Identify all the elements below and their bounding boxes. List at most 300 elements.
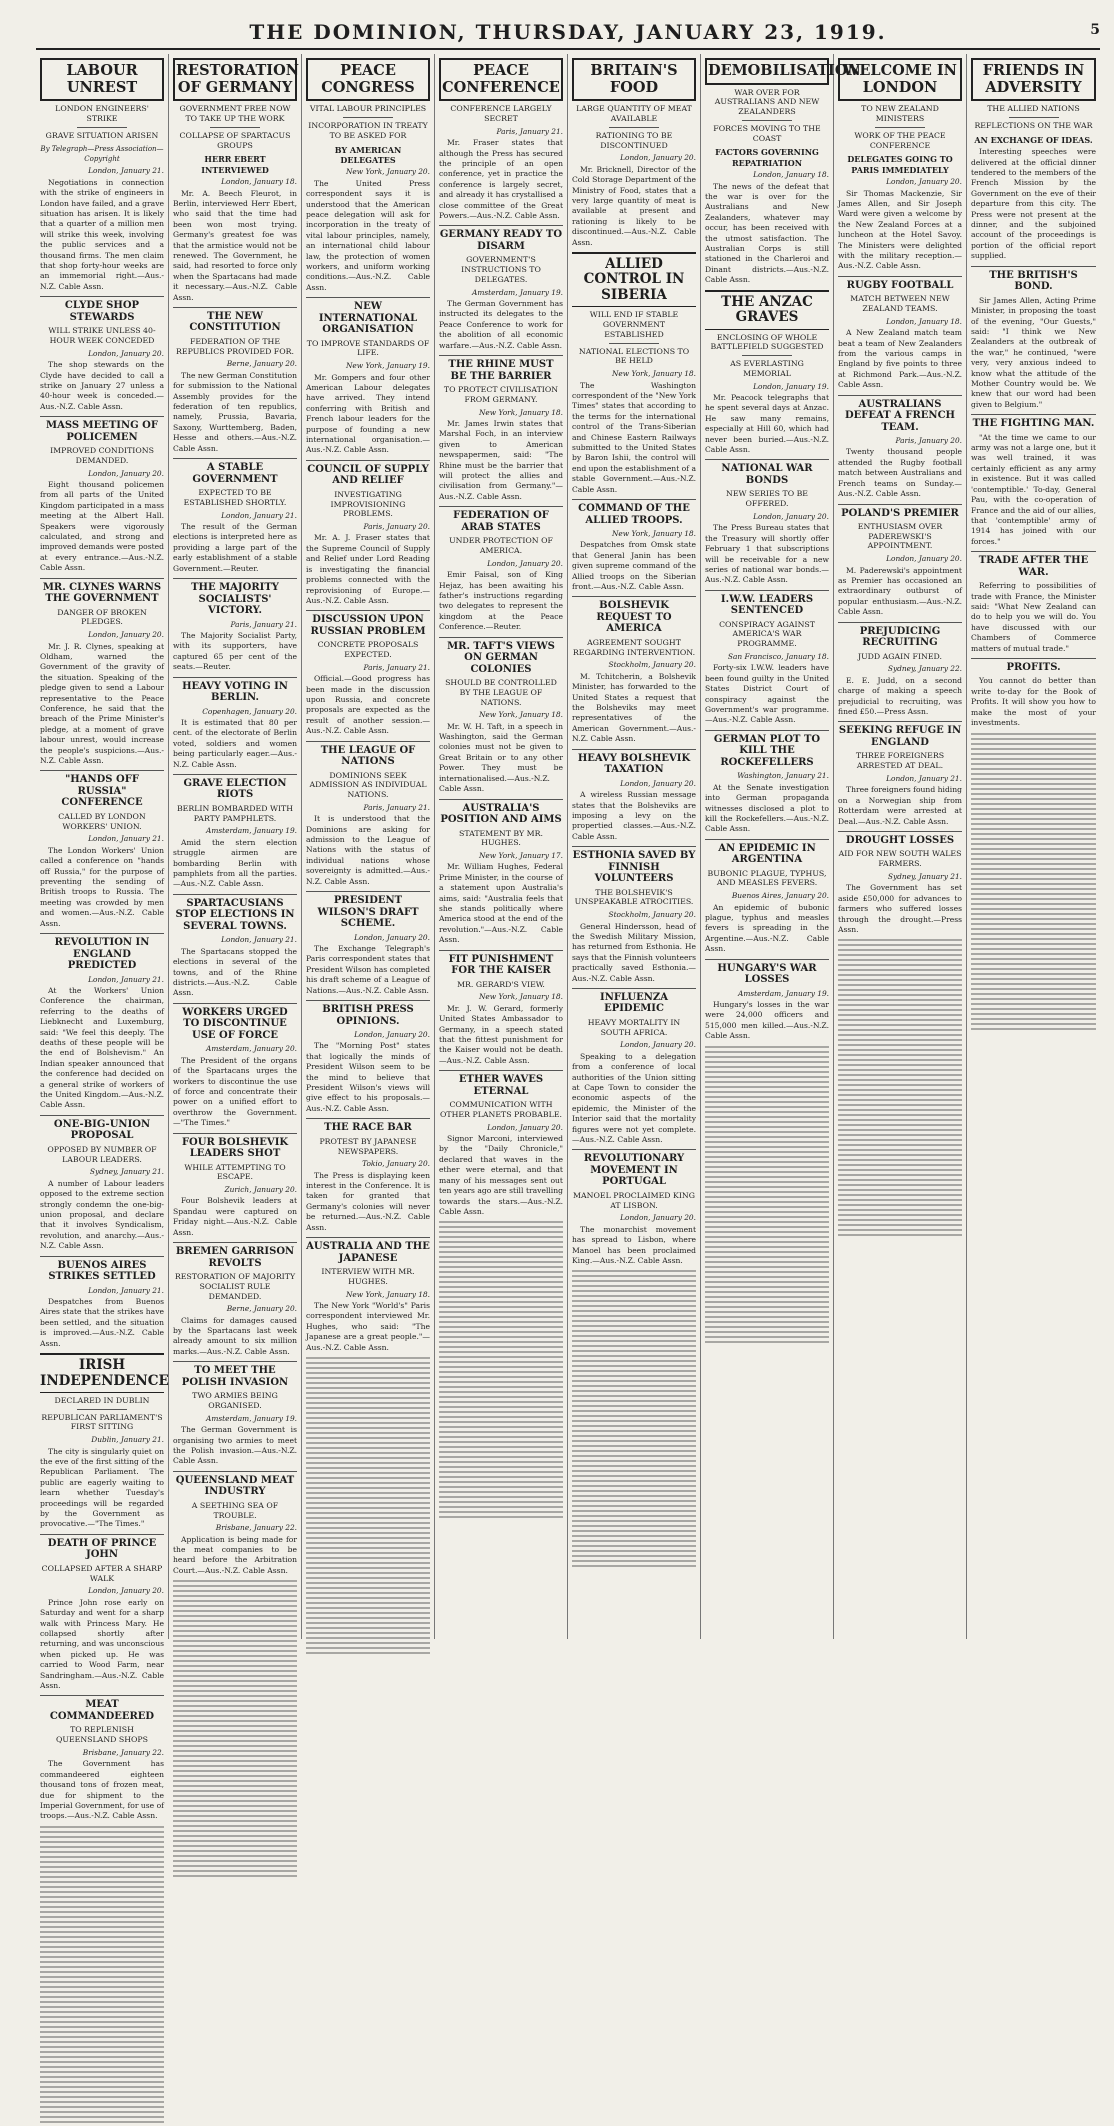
story-deck: TO PROTECT CIVILISATION FROM GERMANY.: [443, 385, 559, 404]
story-body: The German Government has instructed its delegates to the Peace Conference to work for the abolition of all economic warfare.—Aus.-N.Z. Cable Assn.: [439, 299, 563, 350]
story-deck: DANGER OF BROKEN PLEDGES.: [57, 607, 147, 627]
story-headline: MR. TAFT'S VIEWS ON GERMAN COLONIES: [439, 637, 563, 676]
story-subheading: HERR EBERT INTERVIEWED: [201, 154, 269, 175]
story-deck: THE BOLSHEVIK'S UNSPEAKABLE ATROCITIES.: [574, 887, 694, 907]
continued-text: [173, 1580, 297, 1880]
story-body: At the Workers' Union Conference the chairman, referring to the deaths of Liebknecht and Luxemburg, said: "We feel this deeply. The deaths of these people will be the end of Bolshevism." An Indian speaker announced that the conference had decided on a general strike of workers of the United Kingdom.—Aus.-N.Z. Cable Assn.: [40, 985, 164, 1110]
story-deck: MR. GERARD'S VIEW.: [457, 979, 545, 989]
story-headline: FEDERATION OF ARAB STATES: [439, 506, 563, 533]
story-deck: WHILE ATTEMPTING TO ESCAPE.: [184, 1162, 286, 1182]
story: [40, 578, 164, 767]
story-subdeck: AS EVERLASTING MEMORIAL: [730, 359, 804, 378]
story-dateline: Buenos Aires, January 20.: [731, 891, 829, 901]
story-body: Mr. J. W. Gerard, formerly United States Ambassador to Germany, in a speech stated that the fittest punishment for the Kaiser would not be death.—Aus.-N.Z. Cable Assn.: [439, 1003, 563, 1065]
story: [439, 799, 563, 946]
story-headline: PREJUDICING RECRUITING: [838, 622, 962, 649]
story-headline: ONE-BIG-UNION PROPOSAL: [40, 1115, 164, 1142]
story-dateline: London, January 20.: [620, 1213, 696, 1223]
story: [572, 252, 696, 495]
story-headline: NEW INTERNATIONAL ORGANISATION: [306, 297, 430, 336]
story-dateline: London, January 20.: [620, 153, 696, 163]
masthead: [36, 20, 1100, 50]
story-dateline: Paris, January 21.: [496, 126, 563, 136]
story-headline: THE ANZAC GRAVES: [705, 290, 829, 330]
story-body: The German Government is organising two armies to meet the Polish invasion.—Aus.-N.Z. Cable Assn.: [173, 1425, 297, 1466]
story-body: The monarchist movement has spread to Lisbon, where Manoel has been proclaimed King.—Aus.-N.Z. Cable Assn.: [572, 1224, 696, 1266]
story: [705, 839, 829, 955]
story-dateline: New York, January 18.: [611, 369, 696, 379]
story-headline: HUNGARY'S WAR LOSSES: [705, 959, 829, 986]
news-column: [568, 54, 701, 1639]
story: [40, 933, 164, 1111]
story-deck: MANOEL PROCLAIMED KING AT LISBON.: [573, 1190, 695, 1210]
story-body: General Hindersson, head of the Swedish Military Mission, has returned from Esthonia. He says that the Finnish volunteers practically saved Esthonia.—Aus.-N.Z. Cable Assn.: [572, 921, 696, 983]
story-deck: TO NEW ZEALAND MINISTERS: [861, 104, 939, 124]
continued-text: [838, 939, 962, 1239]
story-deck: WILL END IF STABLE GOVERNMENT ESTABLISHED: [589, 310, 679, 339]
story: [306, 741, 430, 887]
story-subheading: AN EXCHANGE OF IDEAS.: [974, 134, 1093, 145]
story: [838, 276, 962, 391]
story: [971, 551, 1096, 654]
story-body: The London Workers' Union called a conference on "hands off Russia," for the purpose of preventing the sending of British troops to Russia. The meeting was crowded by men and women.—Aus.-N.Z. Cable Assn.: [40, 845, 164, 928]
story-body: M. Paderewski's appointment as Premier has occasioned an extraordinary outburst of popular enthusiasm.—Aus.-N.Z. Cable Assn.: [838, 565, 962, 617]
news-column: [302, 54, 435, 1639]
news-column: [435, 54, 568, 1639]
story-dateline: Stockholm, January 20.: [608, 910, 696, 920]
story-body: The city is singularly quiet on the eve of the first sitting of the Republican Parliament. The public are eagerly waiting to learn whether Tuesday's proceedings will be regarded by the Government as provocative.—"The Times.": [40, 1446, 164, 1529]
story-body: Prince John rose early on Saturday and went for a sharp walk with Princess Mary. He collapsed shortly after returning, and was unconscious when picked up. He was carried to Wood Farm, near Sandringham.—Aus.-N.Z. Cable Assn.: [40, 1597, 164, 1690]
story-deck: AID FOR NEW SOUTH WALES FARMERS.: [838, 849, 962, 869]
story-dateline: Amsterdam, January 19.: [206, 826, 297, 836]
story-body: It is estimated that 80 per cent. of the electorate of Berlin voted, soldiers and women being particularly eager.—Aus.-N.Z. Cable Assn.: [173, 717, 297, 769]
continued-text: [306, 1357, 430, 1657]
story: [971, 266, 1096, 410]
story-deck: FEDERATION OF THE REPUBLICS PROVIDED FOR.: [176, 336, 294, 356]
story-dateline: Stockholm, January 20.: [608, 660, 696, 670]
story-deck: PROTEST BY JAPANESE NEWSPAPERS.: [319, 1136, 417, 1156]
story: [40, 416, 164, 574]
story-dateline: Paris, January 21.: [363, 802, 430, 812]
story: [173, 578, 297, 673]
story: [173, 1242, 297, 1357]
story: [40, 1695, 164, 1821]
story-deck: INVESTIGATING IMPROVISIONING PROBLEMS.: [330, 489, 406, 519]
story: [306, 460, 430, 606]
story-dateline: London, January 21.: [88, 166, 164, 176]
story-headline: THE FIGHTING MAN.: [971, 414, 1096, 430]
story-headline: HEAVY VOTING IN BERLIN.: [173, 677, 297, 704]
story-deck: OPPOSED BY NUMBER OF LABOUR LEADERS.: [47, 1144, 157, 1164]
story: [572, 596, 696, 744]
story-dateline: New York, January 17.: [478, 850, 563, 860]
story-body: The Exchange Telegraph's Paris correspondent states that President Wilson has completed his draft scheme of a League of Nations.—Aus.-N.Z. Cable Assn.: [306, 943, 430, 995]
story-subheading: BY AMERICAN DELEGATES: [334, 144, 402, 165]
story-headline: SEEKING REFUGE IN ENGLAND: [838, 721, 962, 748]
story-headline: "HANDS OFF RUSSIA" CONFERENCE: [40, 770, 164, 809]
story-dateline: London, January 21.: [221, 510, 297, 520]
story-body: Hungary's losses in the war were 24,000 officers and 515,000 men killed.—Aus.-N.Z. Cable Assn.: [705, 1000, 829, 1041]
divider-rule: [742, 355, 792, 356]
story: [705, 58, 861, 286]
story-subdeck: COLLAPSE OF SPARTACUS GROUPS: [179, 130, 291, 150]
story-headline: WORKERS URGED TO DISCONTINUE USE OF FORCE: [173, 1003, 297, 1042]
story: [306, 297, 430, 456]
story-dateline: New York, January 19.: [345, 361, 430, 371]
story: [439, 225, 563, 351]
divider-rule: [77, 1409, 127, 1410]
story-body: Referring to possibilities of trade with France, the Minister said: "What New Zealand can do to help you we will do. You have discussed with our Chambers of Commerce matters of mutual trade.": [971, 581, 1096, 653]
story-dateline: London, January 20.: [88, 348, 164, 358]
divider-rule: [1009, 117, 1059, 118]
story: [306, 610, 430, 736]
story-dateline: London, January 18.: [886, 316, 962, 326]
story: [173, 1003, 297, 1129]
story-headline: PROFITS.: [971, 658, 1096, 674]
story-body: Claims for damages caused by the Spartacans last week already amount to six million marks.—Aus.-N.Z. Cable Assn.: [173, 1315, 297, 1356]
story: [40, 58, 164, 292]
divider-rule: [875, 127, 925, 128]
story: [40, 1353, 169, 1530]
story-body: Mr. Bricknell, Director of the Cold Storage Department of the Ministry of Food, states that a very large quantity of meat is available at present and rationing is likely to be discontinued.—Aus.-N.Z. Cable Assn.: [572, 164, 696, 247]
story: [40, 1256, 164, 1349]
story-deck: BUBONIC PLAGUE, TYPHUS, AND MEASLES FEVERS.: [707, 868, 827, 888]
story-body: Mr. Peacock telegraphs that he spent several days at Anzac. He saw many remains, especially at Hill 60, which had never been buried.—Aus.-N.Z. Cable Assn.: [705, 393, 829, 455]
story-dateline: London, January 21.: [221, 935, 297, 945]
story-dateline: London, January 19.: [753, 381, 829, 391]
story-deck: THREE FOREIGNERS ARRESTED AT DEAL.: [855, 751, 945, 771]
story: [971, 658, 1096, 729]
story-body: The "Morning Post" states that logically the minds of President Wilson seem to be the mind to believe that President Wilson's views will give effect to his proposals.—Aus.-N.Z. Cable Assn.: [306, 1041, 430, 1113]
story-body: Mr. J. R. Clynes, speaking at Oldham, warned the Government of the gravity of the situation. Speaking of the pledge given to send a Labour representative to the Peace Conference, he said that the breach of the Prime Minister's pledge, at a moment of grave labour unrest, would increase the people's suspicions.—Aus.-N.Z. Cable Assn.: [40, 641, 164, 766]
story-subdeck: REFLECTIONS ON THE WAR: [974, 121, 1093, 131]
story: [572, 499, 696, 592]
story-body: The New York "World's" Paris correspondent interviewed Mr. Hughes, who said: "The Japanese are a great people."—Aus.-N.Z. Cable Assn.: [306, 1300, 430, 1352]
story-body: Interesting speeches were delivered at the official dinner tendered to the members of the French Mission by the Government on the eve of their departure from this city. The Press were not present at the dinner, and the subjoined account of the proceedings is portion of the official report supplied.: [971, 147, 1096, 261]
story-deck: SHOULD BE CONTROLLED BY THE LEAGUE OF NATIONS.: [445, 678, 557, 707]
story-body: At the Senate investigation into German propaganda witnesses disclosed a plot to kill the Rockefellers.—Aus.-N.Z. Cable Assn.: [705, 782, 829, 834]
story-body: Mr. James Irwin states that Marshal Foch, in an interview given to American newspapermen, said: "The Rhine must be the barrier that will protect the allies and civilisation from Germany."—Aus.-N.Z. Cable Assn.: [439, 418, 563, 501]
news-columns: [36, 54, 1100, 1821]
story: [705, 959, 829, 1042]
story-subdeck: INCORPORATION IN TREATY TO BE ASKED FOR: [308, 121, 428, 140]
story-deck: EXPECTED TO BE ESTABLISHED SHORTLY.: [183, 488, 287, 507]
story-deck: LARGE QUANTITY OF MEAT AVAILABLE: [576, 104, 692, 124]
story: [572, 988, 696, 1146]
story-headline: GERMANY READY TO DISARM: [439, 225, 563, 252]
story: [173, 677, 297, 770]
story-deck: CONSPIRACY AGAINST AMERICA'S WAR PROGRAMME.: [719, 619, 815, 649]
story-headline: TO MEET THE POLISH INVASION: [173, 1361, 297, 1388]
story-deck: INTERVIEW WITH MR. HUGHES.: [321, 1267, 415, 1286]
story-headline: AUSTRALIA'S POSITION AND AIMS: [439, 799, 563, 826]
story: [306, 891, 430, 996]
story-dateline: London, January 20.: [88, 1586, 164, 1596]
story-body: M. Tchitcherin, a Bolshevik Minister, has forwarded to the United States a request that the Bolsheviks may meet representatives of the American Government.—Aus.-N.Z. Cable Assn.: [572, 671, 696, 744]
story-deck: VITAL LABOUR PRINCIPLES: [309, 104, 427, 114]
story-deck: NEW SERIES TO BE OFFERED.: [726, 489, 808, 509]
story: [705, 290, 829, 456]
story-headline: BOLSHEVIK REQUEST TO AMERICA: [572, 596, 696, 635]
story-deck: TO REPLENISH QUEENSLAND SHOPS: [56, 1725, 148, 1745]
story-body: Speaking to a delegation from a conference of local authorities of the Union sitting at Cape Town to consider the economic aspects of the epidemic, the Minister of the Interior said that the mortality figures were not yet complete.—Aus.-N.Z. Cable Assn.: [572, 1051, 696, 1145]
story-dateline: London, January 21.: [88, 834, 164, 844]
story-body: You cannot do better than write to-day for the Book of Profits. It will show you how to make the most of your investments.: [971, 676, 1096, 728]
story-body: The Government has set aside £50,000 for advances to farmers who suffered losses through the drought.—Press Assn.: [838, 883, 962, 934]
story-deck: COLLAPSED AFTER A SHARP WALK: [41, 1563, 163, 1583]
divider-rule: [609, 127, 659, 128]
story-headline: DEMOBILISATION: [705, 58, 829, 85]
story-dateline: Berne, January 20.: [226, 1304, 297, 1314]
story-dateline: New York, January 18.: [478, 992, 563, 1002]
story-body: Mr. William Hughes, Federal Prime Minister, in the course of a statement upon Australia's aims, said: "Australia feels that she stands politically where America stood at the end of the revolution."—Aus.-N.Z. Cable Assn.: [439, 862, 563, 945]
story-body: Forty-six I.W.W. leaders have been found guilty in the United States District Court of conspiracy against the Government's war programme.—Aus.-N.Z. Cable Assn.: [705, 663, 829, 725]
story-headline: THE RHINE MUST BE THE BARRIER: [439, 355, 563, 382]
story-headline: MEAT COMMANDEERED: [40, 1695, 164, 1722]
story-headline: RUGBY FOOTBALL: [838, 276, 962, 292]
story-deck: GOVERNMENT FREE NOW TO TAKE UP THE WORK: [179, 104, 291, 124]
story-headline: REVOLUTION IN ENGLAND PREDICTED: [40, 933, 164, 972]
news-column: [36, 54, 169, 1821]
story: [971, 58, 1096, 262]
story-deck: DECLARED IN DUBLIN: [54, 1396, 150, 1406]
story-subdeck: REPUBLICAN PARLIAMENT'S FIRST SITTING: [41, 1412, 163, 1432]
story: [173, 1471, 297, 1577]
story-body: The result of the German elections is interpreted here as providing a large part of the early establishment of a stable Government.—Reuter.: [173, 521, 297, 573]
story: [838, 58, 962, 272]
story-deck: MATCH BETWEEN NEW ZEALAND TEAMS.: [850, 294, 950, 313]
divider-rule: [77, 127, 127, 128]
story-dateline: Paris, January 20.: [895, 436, 962, 446]
story-dateline: London, January 20.: [88, 468, 164, 478]
story-deck: GOVERNMENT'S INSTRUCTIONS TO DELEGATES.: [461, 255, 541, 284]
story-subdeck: RATIONING TO BE DISCONTINUED: [595, 130, 673, 150]
page-number: 5: [1090, 22, 1100, 38]
story: [439, 950, 563, 1067]
story-headline: POLAND'S PREMIER: [838, 504, 962, 520]
continued-text: [971, 733, 1096, 1033]
story-headline: IRISH INDEPENDENCE: [40, 1353, 164, 1393]
story-headline: BRITAIN'S FOOD: [572, 58, 696, 101]
story-deck: CONFERENCE LARGELY SECRET: [450, 104, 552, 124]
story-body: A number of Labour leaders opposed to the extreme section strongly condemn the one-big-union proposal, and declare that it involves Syndicalism, revolution, and anarchy.—Aus.-N.Z. Cable Assn.: [40, 1178, 164, 1251]
story-dateline: New York, January 20.: [345, 167, 430, 177]
story-headline: BUENOS AIRES STRIKES SETTLED: [40, 1256, 164, 1283]
story-dateline: London, January 18.: [753, 170, 829, 180]
story-deck: TO IMPROVE STANDARDS OF LIFE.: [306, 338, 430, 358]
story-headline: I.W.W. LEADERS SENTENCED: [705, 590, 829, 617]
story: [173, 1361, 297, 1467]
story-headline: HEAVY BOLSHEVIK TAXATION: [572, 749, 696, 776]
continued-text: [705, 1046, 829, 1346]
story-headline: SPARTACUSIANS STOP ELECTIONS IN SEVERAL TOWNS.: [173, 894, 297, 933]
story-dateline: London, January 20.: [354, 932, 430, 942]
story-deck: RESTORATION OF MAJORITY SOCIALIST RULE DEMANDED.: [174, 1272, 296, 1301]
story-headline: PEACE CONGRESS: [306, 58, 430, 101]
story-headline: THE BRITISH'S BOND.: [971, 266, 1096, 293]
story-body: The news of the defeat that the war is over for the Australians and New Zealanders, whatever may occur, has been received with the utmost satisfaction. The Australian Corps is still stationed in the Charleroi and Dinant districts.—Aus.-N.Z. Cable Assn.: [705, 181, 829, 285]
story-dateline: Zurich, January 20.: [224, 1185, 297, 1195]
story-dateline: Sydney, January 21.: [89, 1167, 164, 1177]
story-dateline: London, January 20.: [354, 1030, 430, 1040]
story-subdeck: FORCES MOVING TO THE COAST: [713, 123, 821, 143]
story-deck: CONCRETE PROPOSALS EXPECTED.: [317, 640, 419, 660]
story-deck: COMMUNICATION WITH OTHER PLANETS PROBABLE.: [440, 1100, 562, 1119]
story-body: Sir James Allen, Acting Prime Minister, in proposing the toast of the evening, "Our Guests," said: "I think we New Zealanders at the outbreak of the war," he continued, "were very, very anxious indeed to know what the attitude of the Mother Country would be. We knew that our word had been given to Belgium.": [971, 295, 1096, 409]
story-headline: ALLIED CONTROL IN SIBERIA: [572, 252, 696, 308]
story-dateline: London, January 20.: [487, 558, 563, 568]
story-body: The shop stewards on the Clyde have decided to call a strike on January 27 unless a 40-hour week is conceded.—Aus.-N.Z. Cable Assn.: [40, 360, 164, 411]
story-body: The President of the organs of the Spartacans urges the workers to discontinue the use of force and concentrate their power on a unified effort to overthrow the Government.—"The Times.": [173, 1055, 297, 1128]
story-headline: FRIENDS IN ADVERSITY: [971, 58, 1096, 101]
story: [439, 1070, 563, 1217]
story-dateline: Brisbane, January 22.: [215, 1523, 297, 1533]
story: [838, 831, 962, 935]
story: [40, 296, 164, 412]
story-dateline: London, January 20.: [886, 177, 962, 187]
story-headline: BRITISH PRESS OPINIONS.: [306, 1000, 430, 1027]
story-dateline: Paris, January 20.: [363, 522, 430, 532]
story: [838, 504, 962, 618]
story-body: Four Bolshevik leaders at Spandau were captured on Friday night.—Aus.-N.Z. Cable Assn.: [173, 1196, 297, 1237]
story-body: "At the time we came to our army was not a large one, but it was well trained, it was certainly efficient as any army in existence. But it was called 'contemptible.' To-day, General Pau, with the co-operation of France and the aid of our allies, that 'contemptible' army of 1914 has joined with our forces.": [971, 432, 1096, 546]
story-body: The Press is displaying keen interest in the Conference. It is taken for granted that Germany's colonies will never be returned.—Aus.-N.Z. Cable Assn.: [306, 1170, 430, 1232]
story-body: Sir Thomas Mackenzie, Sir James Allen, and Sir Joseph Ward were given a welcome by the New Zealand Forces at a luncheon at the Hotel Savoy. The Ministers were delighted with the military reception.—Aus.-N.Z. Cable Assn.: [838, 188, 962, 271]
story-body: The United Press correspondent says it is understood that the American peace delegation will ask for incorporation in the treaty of vital labour principles, namely, an international child labour law, the protection of women workers, and uniform working conditions.—Aus.-N.Z. Cable Assn.: [306, 178, 430, 292]
divider-rule: [609, 343, 659, 344]
story-headline: FIT PUNISHMENT FOR THE KAISER: [439, 950, 563, 977]
story-deck: DOMINIONS SEEK ADMISSION AS INDIVIDUAL NATIONS.: [309, 770, 427, 800]
story-dateline: Washington, January 21.: [737, 771, 829, 781]
story-dateline: Paris, January 21.: [363, 662, 430, 672]
story-dateline: London, January 20.: [487, 1122, 563, 1132]
story: [173, 307, 297, 454]
story-dateline: London, January 20.: [753, 511, 829, 521]
story-headline: A STABLE GOVERNMENT: [173, 458, 297, 485]
news-column: [834, 54, 967, 1639]
story: [439, 506, 563, 632]
story-body: Mr. A. Beech Fleurot, in Berlin, interviewed Herr Ebert, who said that the time had been won most trying. Germany's greatest foe was that the armistice would not be renewed. The Government, he said, had resorted to force only when the Spartacans had made it necessary.—Aus.-N.Z. Cable Assn.: [173, 188, 297, 302]
story-body: It is understood that the Dominions are asking for admission to the League of Nations with the status of individual nations whose sovereignty is admitted.—Aus.-N.Z. Cable Assn.: [306, 814, 430, 886]
story-headline: RESTORATION OF GERMANY: [173, 58, 297, 101]
story-subdeck: WORK OF THE PEACE CONFERENCE: [854, 130, 946, 150]
story-deck: STATEMENT BY MR. HUGHES.: [459, 828, 543, 848]
news-column: [169, 54, 302, 1639]
story: [572, 846, 696, 984]
story-dateline: London, January 20.: [620, 778, 696, 788]
story-headline: COMMAND OF THE ALLIED TROOPS.: [572, 499, 696, 526]
continued-text: [572, 1270, 696, 1570]
story: [572, 1149, 696, 1266]
story-dateline: Amsterdam, January 20.: [206, 1044, 297, 1054]
story-body: Signor Marconi, interviewed by the "Daily Chronicle," declared that waves in the ether were eternal, and that many of his messages sent out ten years ago are still travelling towards the stars.—Aus.-N.Z. Cable Assn.: [439, 1134, 563, 1216]
story-deck: TWO ARMIES BEING ORGANISED.: [192, 1391, 278, 1411]
story-body: Mr. W. H. Taft, in a speech in Washington, said the German colonies must not be given to Great Britain or to any other Power. They must be internationalised.—Aus.-N.Z. Cable Assn.: [439, 721, 563, 794]
story-body: Twenty thousand people attended the Rugby football match between Australians and French teams on Sunday.—Aus.-N.Z. Cable Assn.: [838, 447, 962, 499]
story-deck: ENTHUSIASM OVER PADEREWSKI'S APPOINTMENT.: [857, 522, 943, 551]
story: [173, 774, 297, 890]
story-body: Emir Faisal, son of King Hejaz, has been awaiting his father's instructions regarding two delegates to represent the kingdom at the Peace Conference.—Reuter.: [439, 570, 563, 632]
story: [838, 721, 962, 827]
story: [705, 730, 829, 835]
story-subdeck: NATIONAL ELECTIONS TO BE HELD: [578, 346, 690, 366]
story-headline: CLYDE SHOP STEWARDS: [40, 296, 164, 323]
story: [572, 58, 696, 248]
story-headline: LABOUR UNREST: [40, 58, 164, 101]
story-headline: GERMAN PLOT TO KILL THE ROCKEFELLERS: [705, 730, 829, 769]
story-headline: COUNCIL OF SUPPLY AND RELIEF: [306, 460, 430, 487]
story-deck: JUDD AGAIN FINED.: [857, 651, 942, 661]
story-headline: DISCUSSION UPON RUSSIAN PROBLEM: [306, 610, 430, 637]
story-body: Mr. A. J. Fraser states that the Supreme Council of Supply and Relief under Lord Reading is investigating the financial problems connected with the reprovisioning of Europe.—Aus.-N.Z. Cable Assn.: [306, 533, 430, 605]
continued-text: [40, 1826, 164, 2126]
story-deck: LONDON ENGINEERS' STRIKE: [55, 104, 149, 124]
story-deck: UNDER PROTECTION OF AMERICA.: [449, 536, 553, 555]
story-deck: HEAVY MORTALITY IN SOUTH AFRICA.: [587, 1017, 681, 1037]
continued-text: [439, 1221, 563, 1521]
story-dateline: Amsterdam, January 19.: [472, 287, 563, 297]
story-dateline: New York, January 18.: [611, 529, 696, 539]
story-deck: CALLED BY LONDON WORKERS' UNION.: [58, 811, 146, 831]
story-body: The Government has commandeered eighteen thousand tons of frozen meat, due for shipment to the Imperial Government, for use of troops.—Aus.-N.Z. Cable Assn.: [40, 1759, 164, 1821]
story-headline: THE LEAGUE OF NATIONS: [306, 741, 430, 768]
story: [439, 58, 563, 221]
news-column: [701, 54, 861, 1639]
story-subdeck: GRAVE SITUATION ARISEN: [45, 130, 159, 140]
divider-rule: [343, 117, 393, 118]
news-column: [967, 54, 1100, 1639]
story-deck: WAR OVER FOR AUSTRALIANS AND NEW ZEALANDERS: [714, 87, 820, 117]
story-headline: MR. CLYNES WARNS THE GOVERNMENT: [40, 578, 164, 605]
story-headline: AUSTRALIA AND THE JAPANESE: [306, 1237, 430, 1264]
story-body: The Washington correspondent of the "New York Times" states that according to the terms for the international control of the Trans-Siberian and Chinese Eastern Railways submitted to the United States by Baron Ishii, the control will end upon the establishment of a stable Government.—Aus.-N.Z. Cable Assn.: [572, 380, 696, 494]
story: [173, 58, 297, 303]
story-dateline: San Francisco, January 18.: [727, 651, 829, 661]
story-headline: THE MAJORITY SOCIALISTS' VICTORY.: [173, 578, 297, 617]
story: [439, 637, 563, 795]
story-dateline: Berne, January 20.: [226, 359, 297, 369]
story: [40, 770, 164, 929]
story-body: Eight thousand policemen from all parts of the United Kingdom participated in a mass meeting at the Albert Hall. Speakers were vigorously calculated, and strong and improved demands were posted at every entrance.—Aus.-N.Z. Cable Assn.: [40, 480, 164, 573]
story-dateline: London, January 20.: [620, 1040, 696, 1050]
story-dateline: London, January 20.: [88, 630, 164, 640]
story-headline: PRESIDENT WILSON'S DRAFT SCHEME.: [306, 891, 430, 930]
story: [40, 1115, 164, 1252]
story-body: Mr. Gompers and four other American Labour delegates have arrived. They intend conferring with British and French labour leaders for the purpose of founding a new international organisation.—Aus.-N.Z. Cable Assn.: [306, 372, 430, 455]
story-body: Official.—Good progress has been made in the discussion upon Russia, and concrete proposals are expected as the result of another session.—Aus.-N.Z. Cable Assn.: [306, 674, 430, 736]
story-dateline: London, January 20.: [886, 554, 962, 564]
story-body: Despatches from Buenos Aires state that the strikes have been settled, and the situation is improved.—Aus.-N.Z. Cable Assn.: [40, 1296, 164, 1348]
story: [838, 395, 962, 500]
story-dateline: Paris, January 21.: [230, 619, 297, 629]
story-body: An epidemic of bubonic plague, typhus and measles fevers is spreading in the Argentine.—Aus.-N.Z. Cable Assn.: [705, 902, 829, 954]
story-dateline: Amsterdam, January 19.: [206, 1413, 297, 1423]
story-headline: ESTHONIA SAVED BY FINNISH VOLUNTEERS: [572, 846, 696, 885]
story: [306, 1000, 430, 1114]
story-deck: BERLIN BOMBARDED WITH PARTY PAMPHLETS.: [176, 803, 294, 823]
story-body: The Majority Socialist Party, with its supporters, have captured 65 per cent of the seats.—Reuter.: [173, 630, 297, 672]
masthead-title: THE DOMINION, THURSDAY, JANUARY 23, 1919.: [249, 20, 887, 44]
story-headline: BREMEN GARRISON REVOLTS: [173, 1242, 297, 1269]
story-subheading: FACTORS GOVERNING REPATRIATION: [715, 147, 819, 168]
story-dateline: New York, January 18.: [478, 407, 563, 417]
divider-rule: [742, 120, 792, 121]
story-headline: THE RACE BAR: [306, 1118, 430, 1134]
story: [173, 1133, 297, 1239]
divider-rule: [210, 127, 260, 128]
story-body: The Press Bureau states that the Treasury will shortly offer February 1 that subscriptions will be receivable for a new series of national war bonds.—Aus.-N.Z. Cable Assn.: [705, 523, 829, 585]
story-headline: NATIONAL WAR BONDS: [705, 459, 829, 486]
